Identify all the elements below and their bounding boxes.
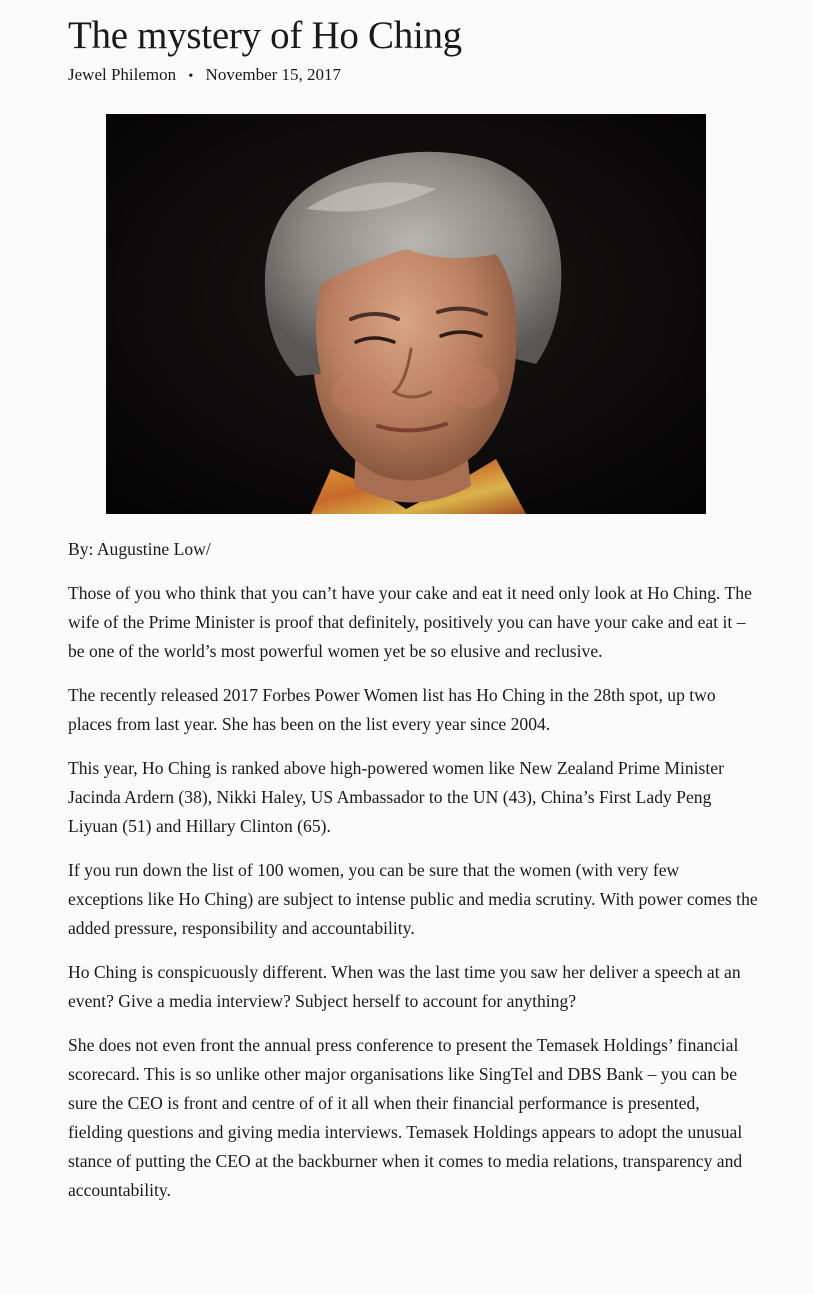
hero-image (106, 114, 706, 514)
paragraph-1: Those of you who think that you can’t have your cake and eat it need only look at Ho Ching. The wife of the Prime Minister is proof that definitely, positively you can have your cake and eat it – be one of the world’s most powerful women yet be so elusive and reclusive. (68, 583, 752, 661)
paragraph-2: The recently released 2017 Forbes Power Women list has Ho Ching in the 28th spot, up two places from last year. She has been on the list every year since 2004. (68, 685, 716, 734)
article-header (68, 0, 758, 88)
paragraph-3: This year, Ho Ching is ranked above high-powered women like New Zealand Prime Minister Jacinda Ardern (38), Nikki Haley, US Ambassador to the UN (43), China’s First Lady Peng Liyuan (51) and Hillary Clinton (65). (68, 758, 724, 836)
paragraph-6: She does not even front the annual press conference to present the Temasek Holdings’ financial scorecard. This is so unlike other major organisations like SingTel and DBS Bank – you can be sure the CEO is front and centre of of it all when their financial performance is presented, fielding questions and giving media interviews. Temasek Holdings appears to adopt the unusual stance of putting the CEO at the backburner when it comes to media relations, transparency and accountability. (68, 1035, 743, 1200)
paragraph-4: If you run down the list of 100 women, you can be sure that the women (with very few exceptions like Ho Ching) are subject to intense public and media scrutiny. With power comes the added pressure, responsibility and accountability. (68, 860, 758, 938)
article-title: The mystery of Ho Ching (68, 14, 462, 57)
byline (68, 64, 758, 88)
byline-separator: • (188, 69, 194, 84)
portrait-photo (106, 114, 706, 514)
paragraph-5: Ho Ching is conspicuously different. When was the last time you saw her deliver a speech at an event? Give a media interview? Subject herself to account for anything? (68, 962, 741, 1011)
author-name[interactable]: Jewel Philemon (68, 65, 177, 84)
author-credit: By: Augustine Low/ (68, 539, 211, 559)
article-body (68, 535, 758, 1220)
publish-date: November 15, 2017 (205, 65, 342, 84)
